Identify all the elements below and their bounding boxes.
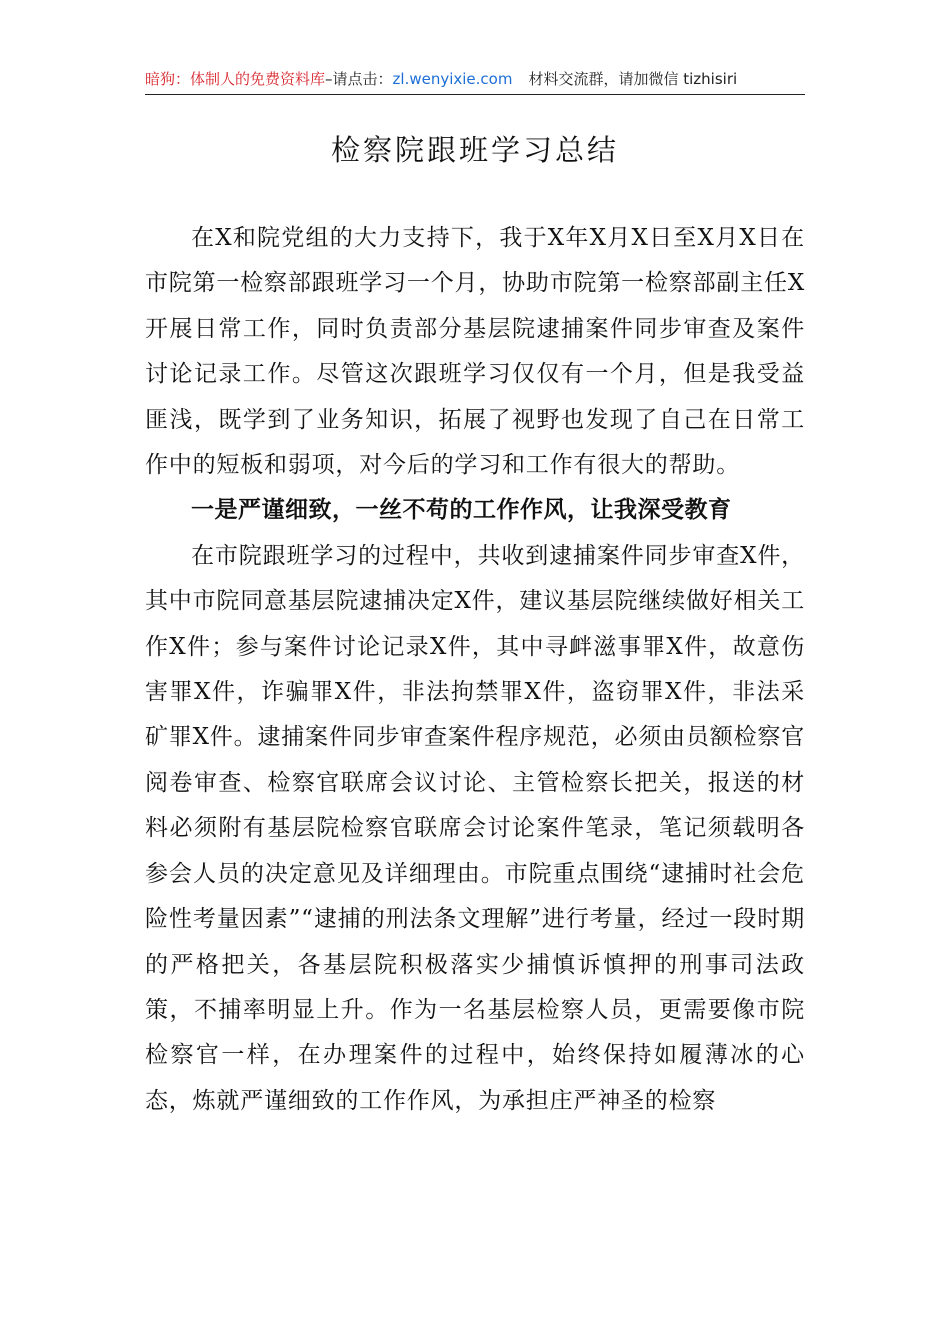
header-link[interactable]: zl.wenyixie.com <box>392 70 513 88</box>
intro-paragraph: 在X和院党组的大力支持下，我于X年X月X日至X月X日在市院第一检察部跟班学习一个月，协助市院第一检察部副主任X开展日常工作，同时负责部分基层院逮捕案件同步审查及案件讨论记录工作。尽管这次跟班学习仅仅有一个月，但是我受益匪浅，既学到了业务知识，拓展了视野也发现了自己在日常工作中的短板和弱项，对今后的学习和工作有很大的帮助。 <box>145 225 805 479</box>
header-wechat-note: 材料交流群，请加微信 tizhisiri <box>528 70 738 88</box>
document-body <box>145 216 805 1124</box>
header-cta: –请点击： <box>325 70 393 88</box>
section-heading: 一是严谨细致，一丝不苟的工作作风，让我深受教育 <box>191 497 732 524</box>
header-brand: 暗狗：体制人的免费资料库 <box>145 70 326 88</box>
section-paragraph: 在市院跟班学习的过程中，共收到逮捕案件同步审查X件，其中市院同意基层院逮捕决定X件，建议基层院继续做好相关工作X件；参与案件讨论记录X件，其中寻衅滋事罪X件，故意伤害罪X件，诈骗罪X件，非法拘禁罪X件，盗窃罪X件，非法采矿罪X件。逮捕案件同步审查案件程序规范，必须由员额检察官阅卷审查、检察官联席会议讨论、主管检察长把关，报送的材料必须附有基层院检察官联席会讨论案件笔录，笔记须载明各参会人员的决定意见及详细理由。市院重点围绕“逮捕时社会危险性考量因素”“逮捕的刑法条文理解”进行考量，经过一段时期的严格把关，各基层院积极落实少捕慎诉慎押的刑事司法政策，不捕率明显上升。作为一名基层检察人员，更需要像市院检察官一样，在办理案件的过程中，始终保持如履薄冰的心态，炼就严谨细致的工作作风，为承担庄严神圣的检察 <box>145 542 805 1114</box>
document-title: 检察院跟班学习总结 <box>330 133 619 167</box>
page-header <box>145 64 805 95</box>
